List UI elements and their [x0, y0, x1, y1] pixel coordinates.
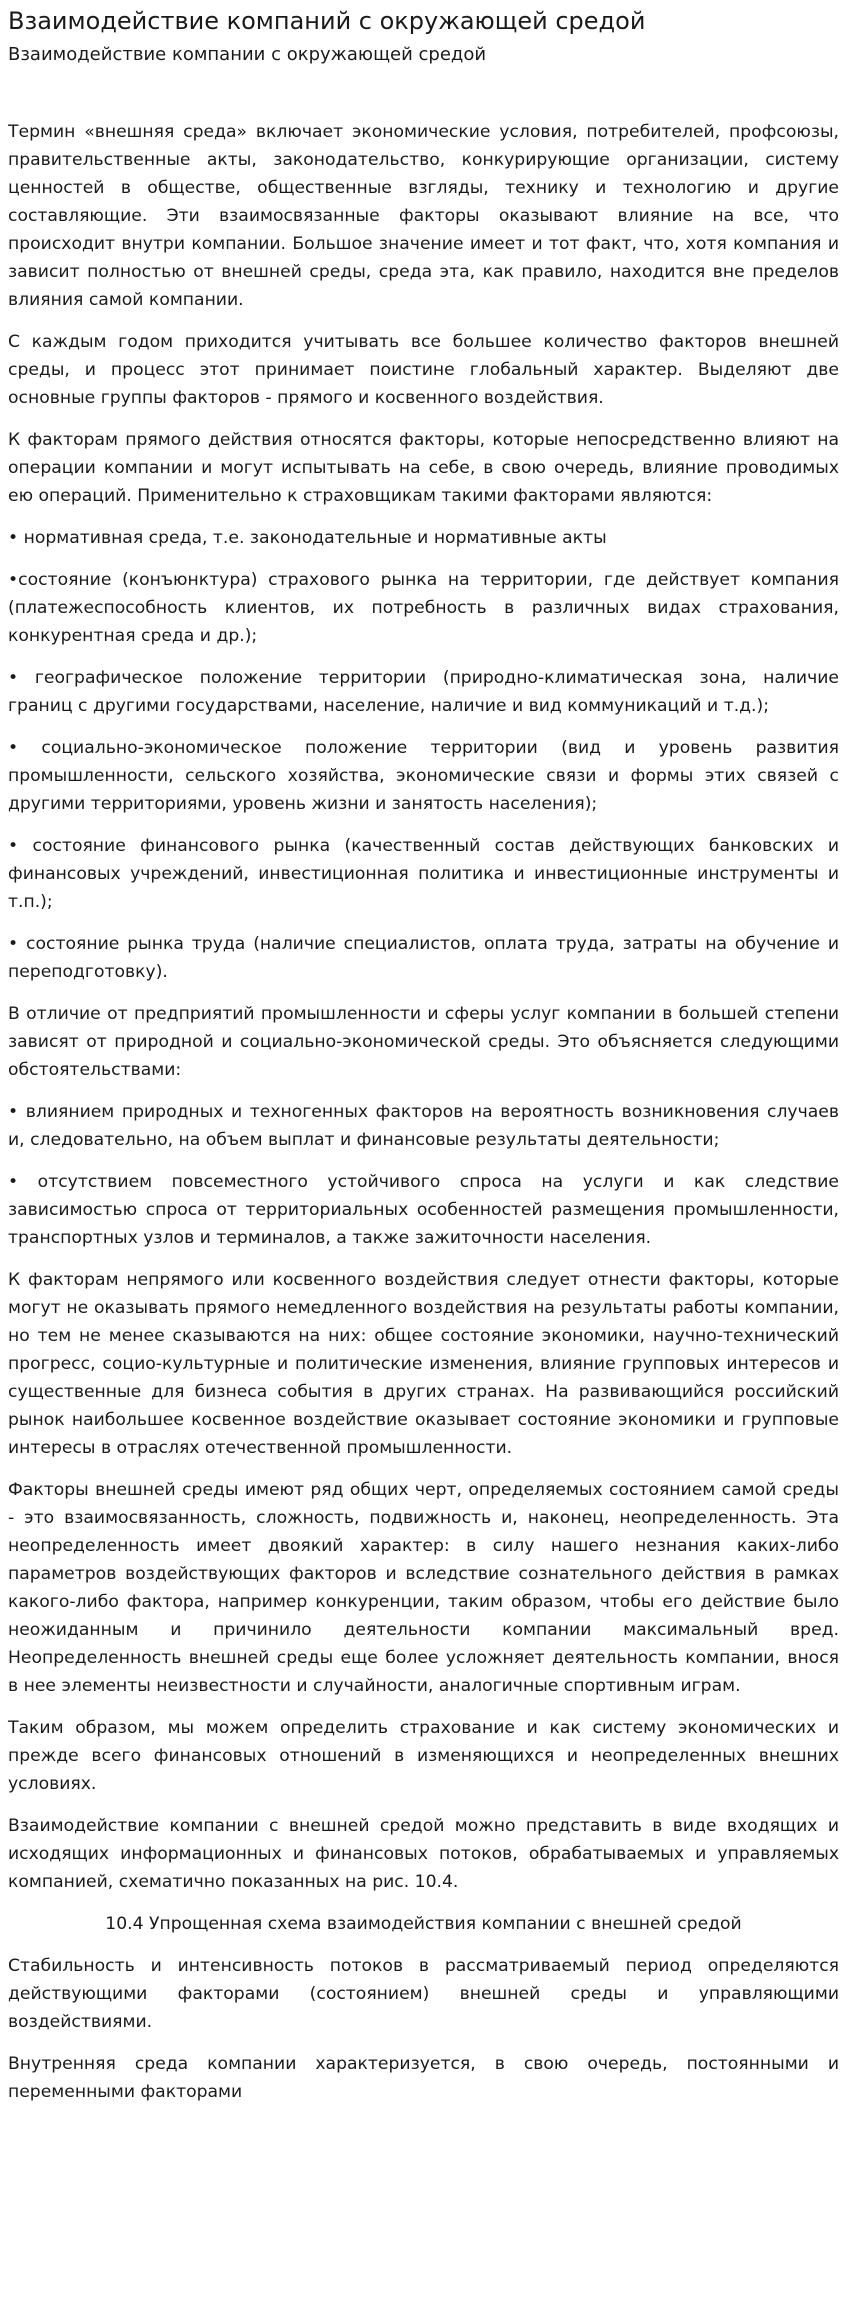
document-page [0, 6, 847, 2106]
list-item-socioeconomic: • социально-экономическое положение территории (вид и уровень развития промышленности, сельского хозяйства, экономические связи и формы этих связей с другими территориями, уровень жизни и занятость населения); [8, 738, 839, 814]
list-item-market-state: •состояние (конъюнктура) страхового рынка на территории, где действует компания (платежеспособность клиентов, их потребность в различных видах страхования, конкурентная среда и др.); [8, 570, 839, 646]
list-item-natural-factors: • влиянием природных и техногенных факторов на вероятность возникновения случаев и, следовательно, на объем выплат и финансовые результаты деятельности; [8, 1102, 839, 1150]
list-item-labor-market: • состояние рынка труда (наличие специалистов, оплата труда, затраты на обучение и переподготовку). [8, 934, 839, 982]
paragraph-dependence: В отличие от предприятий промышленности и сферы услуг компании в большей степени зависят от природной и социально-экономической среды. Это объясняется следующими обстоятельствами: [8, 1004, 839, 1080]
paragraph-direct-factors: К факторам прямого действия относятся факторы, которые непосредственно влияют на операции компании и могут испытывать на себе, в свою очередь, влияние проводимых ею операций. Применительно к страховщикам такими факторами являются: [8, 430, 839, 506]
article-body [8, 118, 839, 2106]
paragraph-indirect-factors: К факторам непрямого или косвенного воздействия следует отнести факторы, которые могут не оказывать прямого немедленного воздействия на результаты работы компании, но тем не менее сказываются на них: общее состояние экономики, научно-технический прогресс, социо-культурные и политические изменения, влияние групповых интересов и существенные для бизнеса события в других странах. На развивающийся российский рынок наибольшее косвенное воздействие оказывает состояние экономики и групповые интересы в отраслях отечественной промышленности. [8, 1270, 839, 1458]
list-item-geography: • географическое положение территории (природно-климатическая зона, наличие границ с другими государствами, население, наличие и вид коммуникаций и т.д.); [8, 668, 839, 716]
paragraph-factor-groups: С каждым годом приходится учитывать все большее количество факторов внешней среды, и процесс этот принимает поистине глобальный характер. Выделяют две основные группы факторов - прямого и косвенного воздействия. [8, 332, 839, 408]
list-item-demand: • отсутствием повсеместного устойчивого спроса на услуги и как следствие зависимостью спроса от территориальных особенностей размещения промышленности, транспортных узлов и терминалов, а также зажиточности населения. [8, 1172, 839, 1248]
figure-caption: 10.4 Упрощенная схема взаимодействия компании с внешней средой [105, 1914, 742, 1934]
paragraph-internal-environment: Внутренняя среда компании характеризуется, в свою очередь, постоянными и переменными факторами [8, 2054, 839, 2102]
paragraph-insurance-definition: Таким образом, мы можем определить страхование и как систему экономических и прежде всего финансовых отношений в изменяющихся и неопределенных внешних условиях. [8, 1718, 839, 1794]
page-subtitle: Взаимодействие компании с окружающей средой [8, 44, 487, 65]
list-item-financial-market: • состояние финансового рынка (качественный состав действующих банковских и финансовых учреждений, инвестиционная политика и инвестиционные инструменты и т.п.); [8, 836, 839, 912]
paragraph-stability: Стабильность и интенсивность потоков в рассматриваемый период определяются действующими факторами (состоянием) внешней среды и управляющими воздействиями. [8, 1956, 839, 2032]
page-title: Взаимодействие компаний с окружающей средой [8, 7, 646, 35]
paragraph-flows: Взаимодействие компании с внешней средой можно представить в виде входящих и исходящих информационных и финансовых потоков, обрабатываемых и управляемых компанией, схематично показанных на рис. 10.4. [8, 1816, 839, 1892]
paragraph-intro: Термин «внешняя среда» включает экономические условия, потребителей, профсоюзы, правительственные акты, законодательство, конкурирующие организации, систему ценностей в обществе, общественные взгляды, технику и технологию и другие составляющие. Эти взаимосвязанные факторы оказывают влияние на все, что происходит внутри компании. Большое значение имеет и тот факт, что, хотя компания и зависит полностью от внешней среды, среда эта, как правило, находится вне пределов влияния самой компании. [8, 122, 839, 310]
list-item-regulatory: • нормативная среда, т.е. законодательные и нормативные акты [8, 528, 607, 548]
paragraph-uncertainty: Факторы внешней среды имеют ряд общих черт, определяемых состоянием самой среды - это взаимосвязанность, сложность, подвижность и, наконец, неопределенность. Эта неопределенность имеет двоякий характер: в силу нашего незнания каких-либо параметров воздействующих факторов и вследствие сознательного действия в рамках какого-либо фактора, например конкуренции, таким образом, чтобы его действие было неожиданным и причинило деятельности компании максимальный вред. Неопределенность внешней среды еще более усложняет деятельность компании, внося в нее элементы неизвестности и случайности, аналогичные спортивным играм. [8, 1480, 839, 1696]
